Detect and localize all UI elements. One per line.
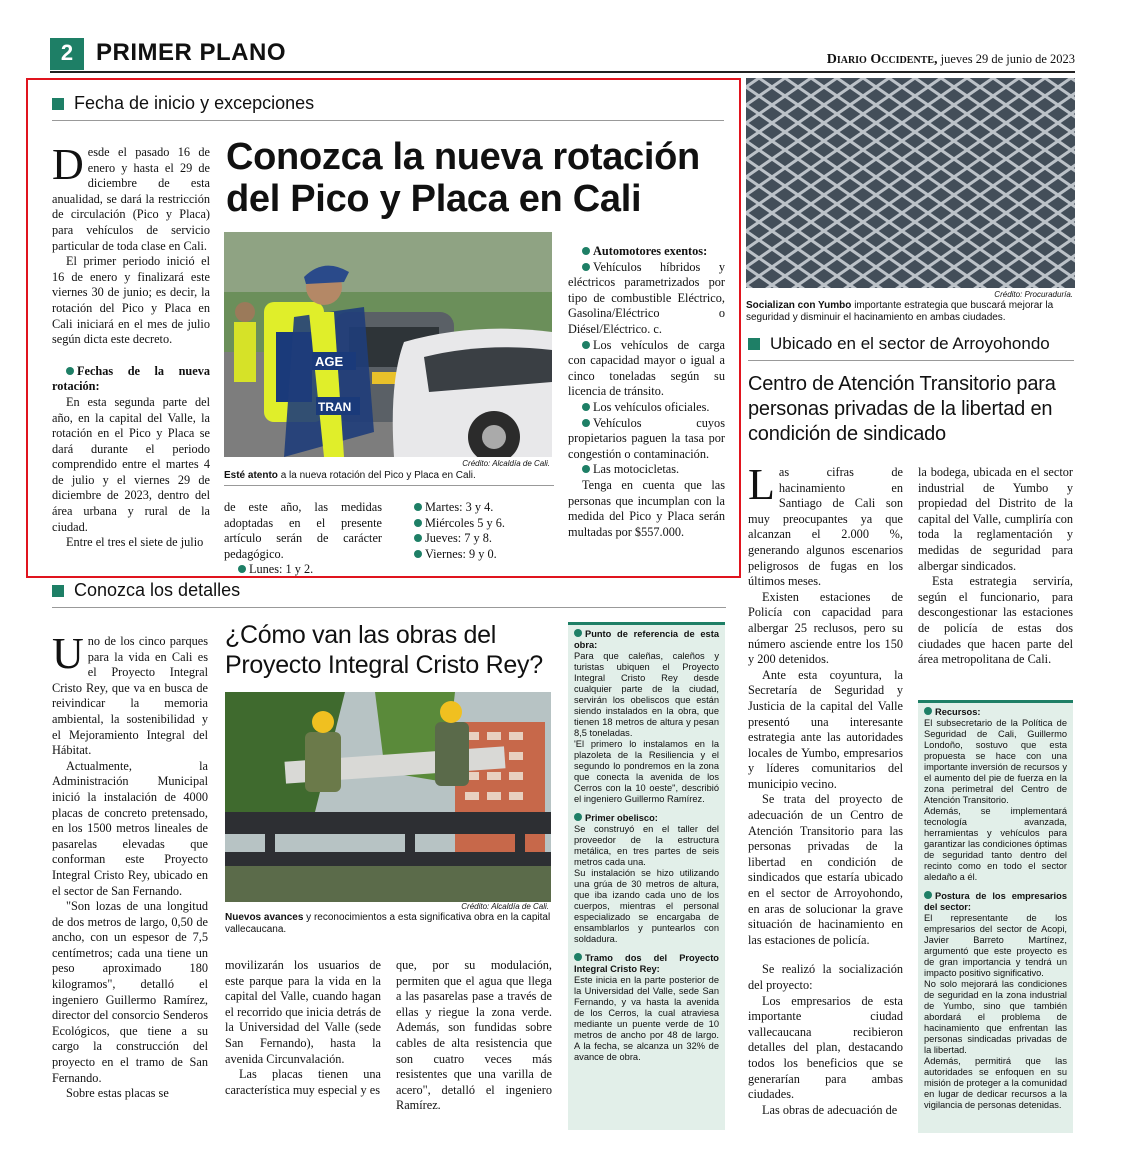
pico-photo-credit: Crédito: Alcaldía de Cali. — [462, 459, 550, 468]
bullet-icon — [582, 247, 590, 255]
page-number: 2 — [50, 38, 84, 70]
bullet-icon — [574, 629, 582, 637]
bullet-icon — [924, 891, 932, 899]
yumbo-dropcap: L — [748, 460, 775, 509]
bullet-icon — [66, 367, 74, 375]
cristo-col3: que, por su modulación, permiten que el agua que llega a las pasarelas pase a través de ellas y riegue la zona verde. Además, son fundidas sobre cables de alta resistencia que son cuatro veces más resistentes que una varilla de acero", detalló el ingeniero Ramírez. — [396, 958, 552, 1113]
pico-dropcap: D — [52, 140, 84, 189]
bullet-icon — [582, 465, 590, 473]
issue-date: jueves 29 de junio de 2023 — [940, 52, 1075, 66]
construction-photo — [225, 692, 551, 902]
section-square-icon — [52, 98, 64, 110]
pico-section-head: Fecha de inicio y excepciones — [52, 93, 724, 121]
page-header — [50, 38, 1075, 73]
cristo-info-box: Punto de referencia de esta obra: Para que caleñas, caleños y turistas ubiquen el Proyecto Integral Cristo Rey desde cualquier parte de la ciudad, servirán los obeliscos que están siendo instalados en la obra, que tienen 18 metros de altura y pesan 8,5 toneladas. 'El primero lo instalamos en la plazoleta de la Resiliencia y el segundo lo pondremos en la zona que conecta la avenida de los Cerros con la 10 oeste", describió el ingeniero Guillermo Ramírez. Primer obelisco: Se construyó en el taller del proveedor de la estructura metálica, en tres partes de seis metros cada una. Su instalación se hizo utilizando una grúa de 30 metros de altura, que iba izando cada uno de los cuerpos, mientras el personal especializado se encargaba de ensamblarlos y puntearlos con soldadura. Tramo dos del Proyecto Integral Cristo Rey: Este inicia en la parte posterior de la Universidad del Valle, sede San Fernando, y va hasta la avenida de los Cerros, la cual atraviesa mediante un puente verde de 10 metros de ancho por 48 de largo. A la fecha, se alcanza un 32% de avance de obra. — [568, 622, 725, 1130]
cristo-col1: Uno de los cinco parques para la vida en Cali es el Proyecto Integral Cristo Rey, que va en busca de reivindicar la memoria ambiental, la sostenibilidad y el Mejoramiento Integral del Hábitat. Actualmente, la Administración Municipal inició la instalación de 4000 placas de concreto pretensado, en los 1500 metros lineales de pasarelas elevadas que conforman este Proyecto Integral Cristo Rey, ubicado en el sector de San Fernando. "Son lozas de una longitud de dos metros de largo, 0,50 de ancho, con un espesor de 7,5 centímetros; cada una tiene un peso aproximado 180 kilogramos", detalló el ingeniero Guillermo Ramírez, director del consorcio Senderos Ecológicos, que tiene a su cargo la construcción del proyecto en el tramo de San Fernando. Sobre estas placas se — [52, 629, 208, 1101]
section-square-icon — [52, 585, 64, 597]
bullet-icon — [582, 263, 590, 271]
bullet-icon — [414, 534, 422, 542]
dateline — [827, 52, 1075, 68]
bullet-icon — [582, 419, 590, 427]
yumbo-section-head: Ubicado en el sector de Arroyohondo — [748, 334, 1074, 361]
bullet-icon — [414, 519, 422, 527]
cristo-photo-caption: Nuevos avances y reconocimientos a esta significativa obra en la capital vallecaucana. — [225, 912, 551, 935]
pico-col1: Desde el pasado 16 de enero y hasta el 29 de diciembre de esta anualidad, se dará la restricción de circulación (Pico y Placa) para vehículos de servicio particular de toda clase en Cali. El primer periodo inició el 16 de enero y finalizará este viernes 30 de junio; es decir, la rotación del Pico y Placa en Cali iniciará en el mes de julio según dicta este decreto. Fechas de la nueva rotación: En esta segunda parte del año, en la capital del Valle, la rotación en el Pico y Placa se dará durante el periodo comprendido entre el martes 4 de julio y el viernes 29 de diciembre de 2023, dentro del área urbana y rural de la ciudad. Entre el tres el siete de julio — [52, 140, 210, 550]
pico-photo-caption: Esté atento a la nueva rotación del Pico y Placa en Cali. — [224, 470, 554, 486]
yumbo-title: Centro de Atención Transitorio para personas privadas de la libertad en condición de sindicado — [748, 373, 1056, 445]
svg-text:AGE: AGE — [315, 354, 344, 369]
cristo-col2: movilizarán los usuarios de este parque para la vida en la capital del Valle, cuando hagan el recorrido que inicia detrás de la Universidad del Valle (sede San Fernando), hasta la avenida Circunvalación. Las placas tienen una característica muy especial y es — [225, 958, 381, 1097]
section-square-icon — [748, 338, 760, 350]
prison-fence-photo — [746, 78, 1075, 288]
bullet-icon — [574, 813, 582, 821]
yumbo-info-box: Recursos: El subsecretario de la Política de Seguridad de Cali, Guillermo Londoño, sostuvo que esta propuesta se hace con una importante inversión de recursos y el aumento del pie de fuerza en la zona perimetral del Centro de Atención Transitorio. Además, se implementará tecnología avanzada, herramientas y vehículos para garantizar las condiciones óptimas de seguridad tanto dentro del recinto como en todo el sector aledaño a él. Postura de los empresarios del sector: El representante de los empresarios del sector de Acopi, Javier Barreto Martínez, argumentó que este proyecto es de gran importancia y tendrá un impacto positivo significativo. No solo mejorará las condiciones de seguridad en la zona industrial de Yumbo, sino que también abordará el problema de hacinamiento que enfrentan las personas sindicadas privadas de la libertad. Además, permitirá que las autoridades se enfoquen en su misión de proteger a la comunidad en lugar de dedicar recursos a la vigilancia de personas detenidas. — [918, 700, 1073, 1133]
traffic-agent-photo — [224, 232, 552, 457]
cristo-dropcap: U — [52, 629, 84, 678]
bullet-icon — [414, 550, 422, 558]
cristo-title: ¿Cómo van las obras del Proyecto Integral Cristo Rey? — [225, 621, 543, 679]
pico-exempt-col: Automotores exentos: Vehículos híbridos y eléctricos parametrizados por tipo de combustible Eléctrico, Gasolina/Eléctrico o Diésel/Eléctrico. c. Los vehículos de carga con capacidad mayor o igual a cinco toneladas según su licencia de tránsito. Los vehículos oficiales. Vehículos cuyos propietarios paguen la tasa por congestión o contaminación. Las motocicletas. Tenga en cuenta que las personas que incumplan con la medida del Pico y Placa serán multadas por $557.000. — [568, 244, 725, 539]
section-title: PRIMER PLANO — [96, 39, 287, 66]
yumbo-col2: la bodega, ubicada en el sector industrial de Yumbo y propiedad del Distrito de la capital del Valle, cumpliría con toda la reglamentación y medidas de seguridad para albergar sindicados. Esta estrategia serviría, según el funcionario, para descongestionar las estaciones de policía de estas dos ciudades que hacen parte del área metropolitana de Cali. — [918, 465, 1073, 667]
svg-text:TRAN: TRAN — [318, 400, 352, 414]
yumbo-col1: Las cifras de hacinamiento en Santiago de Cali son muy preocupantes ya que alcanzan el 2.000 %, generando algunos escenarios peligrosos de fugas en los últimos meses. Existen estaciones de Policía con capacidad para albergar 25 reclusos, pero su número asciende entre los 150 y 200 detenidos. Ante esta coyuntura, la Secretaría de Seguridad y Justicia de la capital del Valle presentó una interesante estrategia ante las autoridades locales de Yumbo, empresarios y líderes comunitarios del municipio vecino. Se trata del proyecto de adecuación de un Centro de Atención Transitorio para las personas privadas de la libertad en condición de sindicados que estaría ubicado en el sector de Arroyohondo, en aras de solucionar la grave situación de hacinamiento en las estaciones de policía. Se realizó la socialización del proyecto: Los empresarios de esta importante ciudad vallecaucana recibieron detalles del plan, destacando todos los beneficios que se generarían para ambas ciudades. Las obras de adecuación de — [748, 460, 903, 1117]
yumbo-photo-credit: Crédito: Procuraduría. — [994, 290, 1073, 299]
bullet-icon — [582, 341, 590, 349]
bullet-icon — [582, 403, 590, 411]
pico-col2-bottom: de este año, las medidas adoptadas en el presente artículo serán de carácter pedagógico. Lunes: 1 y 2. — [224, 500, 382, 577]
newspaper-name: Diario Occidente, — [826, 52, 938, 67]
pico-days-list: Martes: 3 y 4. Miércoles 5 y 6. Jueves: 7 y 8. Viernes: 9 y 0. — [414, 500, 544, 562]
cristo-photo-credit: Crédito: Alcaldía de Cali. — [461, 902, 549, 911]
bullet-icon — [924, 707, 932, 715]
yumbo-photo-caption: Socializan con Yumbo importante estrategia que buscará mejorar la seguridad y disminuir el hacinamiento en ambas ciudades. — [746, 300, 1054, 323]
pico-placa-article — [26, 78, 741, 578]
bullet-icon — [414, 503, 422, 511]
pico-title: Conozca la nueva rotación del Pico y Placa en Cali — [226, 136, 700, 220]
bullet-icon — [574, 953, 582, 961]
cristo-section-head: Conozca los detalles — [52, 580, 726, 608]
bullet-icon — [238, 565, 246, 573]
